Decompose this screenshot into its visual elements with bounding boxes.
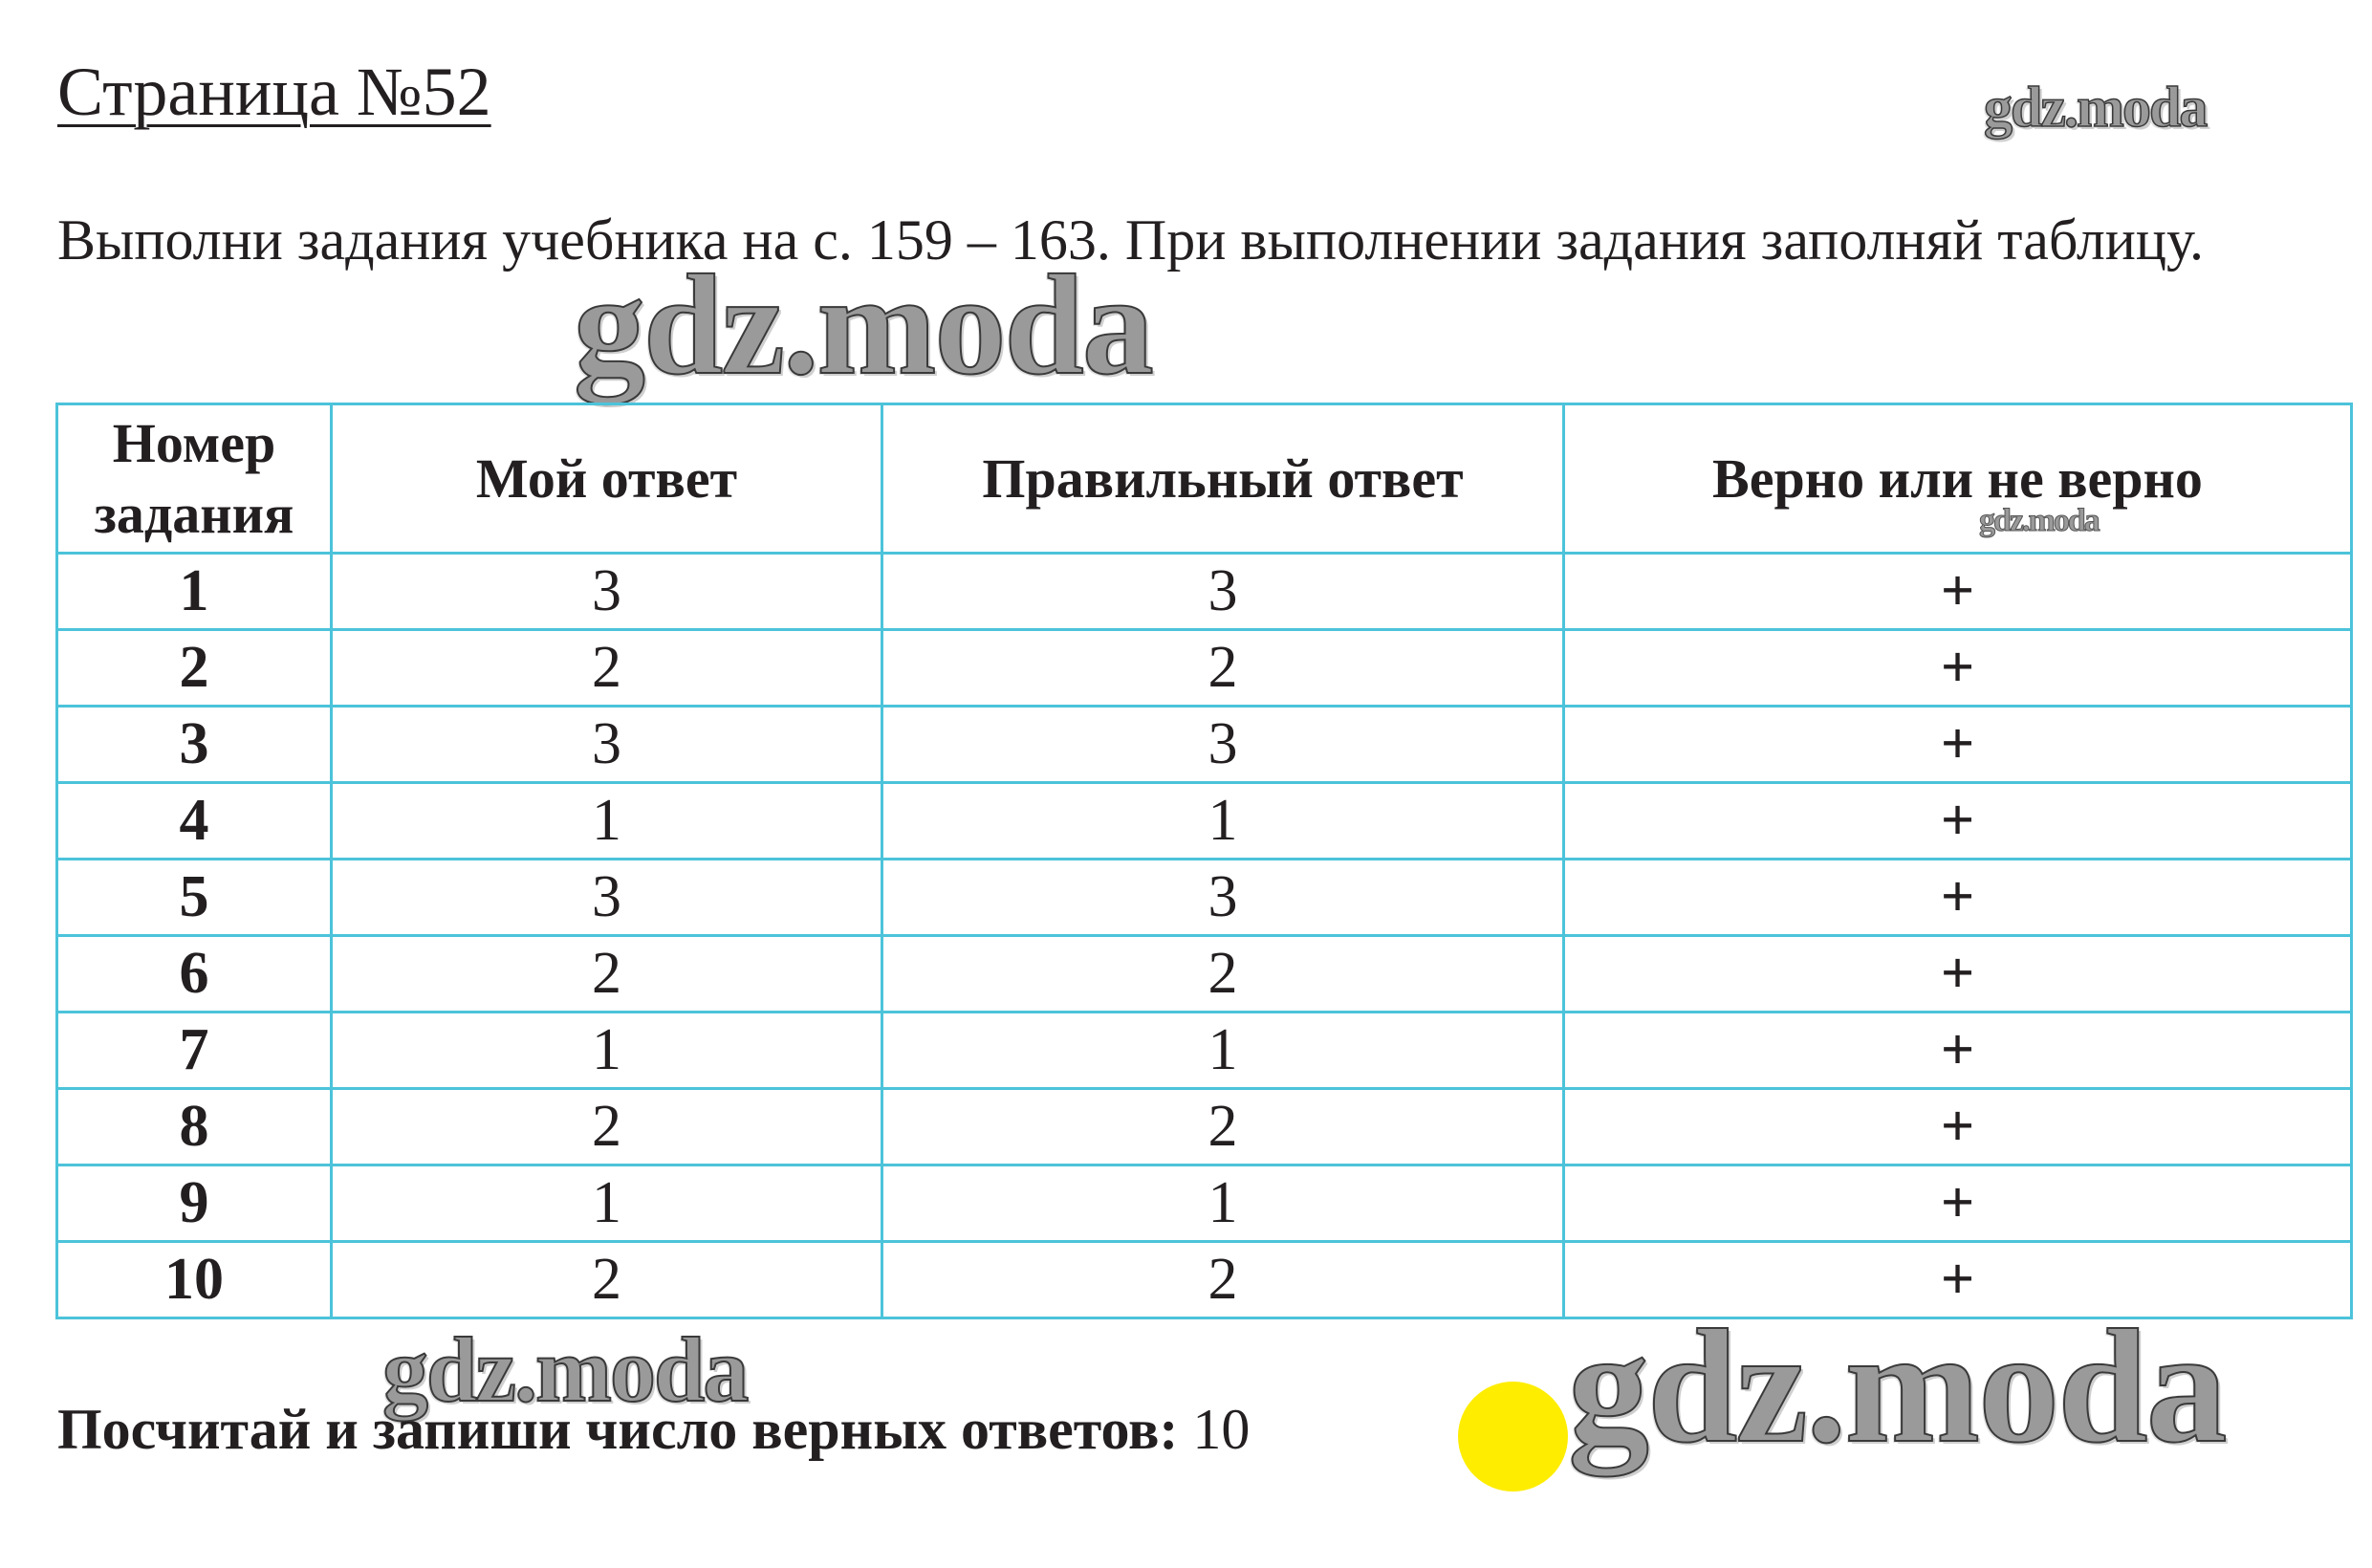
table-row: [57, 1013, 2352, 1089]
verdict-cell: +: [1564, 783, 2352, 860]
my-answer-cell: 3: [332, 554, 882, 630]
my-answer-cell: 3: [332, 860, 882, 936]
verdict-cell: +: [1564, 1089, 2352, 1165]
task-number-cell: 8: [57, 1089, 332, 1165]
task-instruction: Выполни задания учебника на с. 159 – 163. При выполнении задания заполняй таблицу.: [57, 208, 2205, 272]
task-number-cell: 7: [57, 1013, 332, 1089]
task-number-cell: 9: [57, 1165, 332, 1242]
verdict-cell: +: [1564, 1013, 2352, 1089]
task-number-cell: 5: [57, 860, 332, 936]
task-number-cell: 1: [57, 554, 332, 630]
yellow-highlight-dot: [1458, 1382, 1568, 1492]
table-row: [57, 1089, 2352, 1165]
verdict-cell: +: [1564, 936, 2352, 1013]
verdict-cell: +: [1564, 554, 2352, 630]
task-number-cell: 4: [57, 783, 332, 860]
summary-label: Посчитай и запиши число верных ответов:: [57, 1398, 1179, 1461]
verdict-cell: +: [1564, 1165, 2352, 1242]
task-number-cell: 6: [57, 936, 332, 1013]
my-answer-cell: 2: [332, 936, 882, 1013]
my-answer-cell: 1: [332, 1013, 882, 1089]
verdict-cell: +: [1564, 707, 2352, 783]
verdict-cell: +: [1564, 860, 2352, 936]
table-row: [57, 936, 2352, 1013]
summary-value: 10: [1192, 1398, 1251, 1461]
correct-answer-cell: 3: [882, 554, 1564, 630]
table-row: [57, 630, 2352, 707]
my-answer-cell: 3: [332, 707, 882, 783]
correct-answer-cell: 2: [882, 1089, 1564, 1165]
task-number-cell: 3: [57, 707, 332, 783]
table-row: [57, 1165, 2352, 1242]
my-answer-cell: 2: [332, 1242, 882, 1318]
header-task-number: Номер задания: [57, 404, 332, 554]
correct-answer-cell: 2: [882, 1242, 1564, 1318]
correct-answer-cell: 2: [882, 936, 1564, 1013]
task-number-cell: 10: [57, 1242, 332, 1318]
header-right-or-wrong: Верно или не верно: [1564, 404, 2352, 554]
correct-answer-cell: 1: [882, 1165, 1564, 1242]
summary-line: [57, 1398, 1251, 1461]
verdict-cell: +: [1564, 630, 2352, 707]
watermark-top: gdz.moda: [1984, 76, 2207, 139]
header-correct-answer: Правильный ответ: [882, 404, 1564, 554]
correct-answer-cell: 3: [882, 707, 1564, 783]
correct-answer-cell: 1: [882, 1013, 1564, 1089]
my-answer-cell: 2: [332, 630, 882, 707]
table-row: [57, 860, 2352, 936]
my-answer-cell: 2: [332, 1089, 882, 1165]
table-row: [57, 707, 2352, 783]
table-row: [57, 554, 2352, 630]
watermark-middle: gdz.moda: [574, 246, 1152, 404]
correct-answer-cell: 2: [882, 630, 1564, 707]
correct-answer-cell: 1: [882, 783, 1564, 860]
correct-answer-cell: 3: [882, 860, 1564, 936]
table-row: [57, 783, 2352, 860]
watermark-lower-right: gdz.moda: [1568, 1296, 2226, 1476]
my-answer-cell: 1: [332, 783, 882, 860]
task-number-cell: 2: [57, 630, 332, 707]
my-answer-cell: 1: [332, 1165, 882, 1242]
verdict-cell: +: [1564, 1242, 2352, 1318]
page-title: Страница №52: [57, 54, 491, 130]
watermark-header-small: gdz.moda: [1979, 503, 2099, 538]
watermark-lower-left: gdz.moda: [382, 1318, 748, 1421]
header-my-answer: Мой ответ: [332, 404, 882, 554]
answers-table: [55, 403, 2353, 1319]
